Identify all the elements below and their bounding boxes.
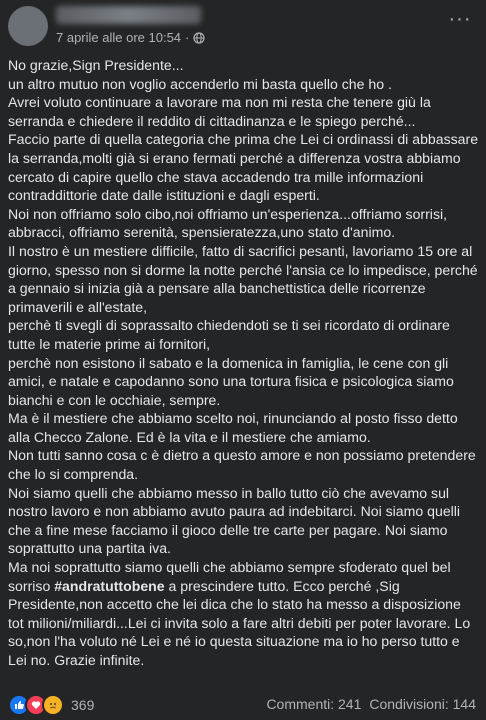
post-footer bbox=[0, 690, 486, 720]
post-stats bbox=[266, 696, 476, 712]
post-header bbox=[0, 0, 486, 52]
post-meta bbox=[56, 30, 205, 45]
sad-icon bbox=[42, 694, 64, 716]
post-line: Noi non offriamo solo cibo,noi offriamo un'esperienza...offriamo sorrisi, abbracci, offriamo serenità, spensieratezza,uno stato d'animo. bbox=[8, 205, 448, 241]
reaction-count: 369 bbox=[71, 697, 95, 713]
post-line: Ma è il mestiere che abbiamo scelto noi, rinunciando al posto fisso detto alla Checco Zalone. Ed è la vita e il mestiere che amiamo. bbox=[8, 410, 458, 445]
post-line: No grazie,Sign Presidente... bbox=[8, 57, 184, 73]
more-options-button[interactable] bbox=[446, 8, 474, 34]
post-line: Noi siamo quelli che abbiamo messo in ballo tutto ciò che avevamo sul nostro lavoro e non abbiamo avuto paura ad indebitarci. Noi siamo quelli che a fine mese facciamo il gioco delle tre carte per pagare. Noi siamo soprattutto una partita iva. bbox=[8, 484, 461, 557]
post-line: Faccio parte di quella categoria che prima che Lei ci ordinassi di abbassare la serranda,molti già si erano fermati perché a differenza vostra abbiamo cercato di capire quello che stava accadendo tra mille informazioni contraddittorie date dalle istituzioni e dagli esperti. bbox=[8, 131, 479, 204]
post-timestamp[interactable]: 7 aprile alle ore 10:54 bbox=[56, 30, 182, 45]
globe-icon bbox=[193, 32, 205, 44]
post-line-last bbox=[8, 558, 480, 670]
post-line: perchè non esistono il sabato e la domenica in famiglia, le cene con gli amici, e natale e capodanno sono una tortura fisica e psicologica siamo bianchi e con le occhiaie, sempre. bbox=[8, 354, 454, 408]
post-text: a prescindere tutto. Ecco perché ,Sig Presidente,non accetto che lei dica che lo stato ha messo a disposizione tot milioni/miliardi...Lei ci invita solo a fare altri debiti per poter lavorare. Lo so,non l'ha voluto né Lei e né io questa situazione ma io ho perso tutto e Lei no. Grazie infinite. bbox=[8, 577, 471, 668]
shares-count-link[interactable]: Condivisioni: 144 bbox=[369, 696, 476, 712]
more-options-icon: ··· bbox=[448, 8, 472, 30]
reactions-summary[interactable] bbox=[8, 694, 94, 716]
post-text: Ma noi soprattutto siamo quelli che abbiamo sempre sfoderato quel bel sorriso bbox=[8, 559, 451, 594]
post-line: un altro mutuo non voglio accenderlo mi basta quello che ho . bbox=[8, 75, 392, 92]
meta-separator: · bbox=[185, 30, 190, 45]
comments-count-link[interactable]: Commenti: 241 bbox=[266, 696, 362, 712]
post-line: Il nostro è un mestiere difficile, fatto di sacrifici pesanti, lavoriamo 15 ore al giorno, spesso non si dorme la notte perché l'ansia ce lo impedisce, perché a gennaio si inizia già a pensare alla banchettistica delle ricorrenze primaverili e all'estate, bbox=[8, 242, 478, 315]
post-line: perchè ti svegli di soprassalto chiedendoti se ti sei ricordato di ordinare tutte le materie prime ai fornitori, bbox=[8, 317, 450, 352]
post-line: Avrei voluto continuare a lavorare ma non mi resta che tenere giù la serranda e chiedere il reddito di cittadinanza e le spiego perché... bbox=[8, 94, 431, 129]
avatar[interactable] bbox=[8, 6, 48, 46]
author-name-redacted[interactable] bbox=[56, 6, 201, 24]
post-line: Non tutti sanno cosa c è dietro a questo amore e non possiamo pretendere che lo si comprenda. bbox=[8, 447, 476, 483]
hashtag-link[interactable]: #andratuttobene bbox=[54, 577, 165, 594]
post-body bbox=[8, 56, 480, 670]
